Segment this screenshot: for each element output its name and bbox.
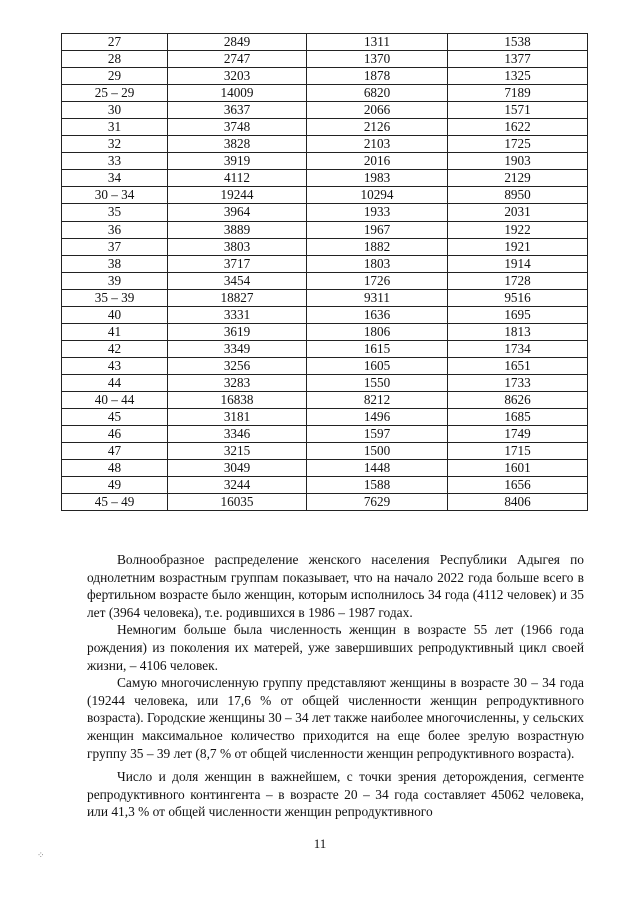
table-cell: 1325	[448, 68, 588, 85]
table-cell: 8406	[448, 494, 588, 511]
table-row	[62, 374, 588, 391]
table-cell: 1695	[448, 306, 588, 323]
table-row	[62, 426, 588, 443]
table-cell: 2066	[307, 102, 448, 119]
table-cell: 3331	[168, 306, 307, 323]
table-cell: 1878	[307, 68, 448, 85]
table-cell: 2747	[168, 51, 307, 68]
table-cell: 16035	[168, 494, 307, 511]
table-cell: 3349	[168, 340, 307, 357]
table-cell: 46	[62, 426, 168, 443]
table-cell: 1806	[307, 323, 448, 340]
table-cell: 1715	[448, 443, 588, 460]
table-cell: 1967	[307, 221, 448, 238]
table-row	[62, 34, 588, 51]
table-cell: 3717	[168, 255, 307, 272]
table-cell: 3919	[168, 153, 307, 170]
table-cell: 14009	[168, 85, 307, 102]
table-cell: 1597	[307, 426, 448, 443]
table-cell: 4112	[168, 170, 307, 187]
table-cell: 1882	[307, 238, 448, 255]
table-cell: 41	[62, 323, 168, 340]
table-cell: 9516	[448, 289, 588, 306]
table-row	[62, 306, 588, 323]
table-cell: 1448	[307, 460, 448, 477]
table-cell: 8950	[448, 187, 588, 204]
table-cell: 6820	[307, 85, 448, 102]
table-row	[62, 187, 588, 204]
table-cell: 1370	[307, 51, 448, 68]
table-cell: 1311	[307, 34, 448, 51]
table-cell: 1651	[448, 357, 588, 374]
table-cell: 25 – 29	[62, 85, 168, 102]
table-row	[62, 170, 588, 187]
table-cell: 33	[62, 153, 168, 170]
table-cell: 3748	[168, 119, 307, 136]
table-cell: 19244	[168, 187, 307, 204]
table-row	[62, 85, 588, 102]
table-cell: 1933	[307, 204, 448, 221]
table-row	[62, 136, 588, 153]
table-cell: 30	[62, 102, 168, 119]
table-cell: 42	[62, 340, 168, 357]
table-cell: 36	[62, 221, 168, 238]
table-cell: 2016	[307, 153, 448, 170]
table-cell: 16838	[168, 391, 307, 408]
table-row	[62, 289, 588, 306]
table-cell: 1803	[307, 255, 448, 272]
table-cell: 32	[62, 136, 168, 153]
table-cell: 10294	[307, 187, 448, 204]
body-text	[87, 551, 584, 821]
table-cell: 37	[62, 238, 168, 255]
table-row	[62, 443, 588, 460]
table-cell: 1538	[448, 34, 588, 51]
table-cell: 28	[62, 51, 168, 68]
table-row	[62, 391, 588, 408]
table-cell: 1726	[307, 272, 448, 289]
table-body	[62, 34, 588, 511]
table-cell: 47	[62, 443, 168, 460]
page-number: 11	[313, 836, 327, 851]
table-cell: 1571	[448, 102, 588, 119]
table-cell: 8626	[448, 391, 588, 408]
table-row	[62, 477, 588, 494]
table-row	[62, 153, 588, 170]
table-cell: 49	[62, 477, 168, 494]
table-row	[62, 102, 588, 119]
table-cell: 38	[62, 255, 168, 272]
table-cell: 1685	[448, 409, 588, 426]
table-cell: 1734	[448, 340, 588, 357]
table-cell: 3964	[168, 204, 307, 221]
table-row	[62, 357, 588, 374]
table-cell: 3454	[168, 272, 307, 289]
table-cell: 1615	[307, 340, 448, 357]
table-cell: 1500	[307, 443, 448, 460]
table-cell: 1813	[448, 323, 588, 340]
table-row	[62, 255, 588, 272]
table-cell: 1377	[448, 51, 588, 68]
table-cell: 18827	[168, 289, 307, 306]
table-cell: 3637	[168, 102, 307, 119]
table-cell: 27	[62, 34, 168, 51]
population-table	[61, 33, 588, 511]
table-cell: 3203	[168, 68, 307, 85]
table-cell: 1636	[307, 306, 448, 323]
table-cell: 9311	[307, 289, 448, 306]
table-cell: 3181	[168, 409, 307, 426]
table-cell: 3215	[168, 443, 307, 460]
table-cell: 3244	[168, 477, 307, 494]
table-cell: 3346	[168, 426, 307, 443]
table-cell: 1914	[448, 255, 588, 272]
margin-mark: ⁘	[37, 850, 45, 860]
table-cell: 1728	[448, 272, 588, 289]
table-cell: 3283	[168, 374, 307, 391]
table-cell: 2031	[448, 204, 588, 221]
table-cell: 7629	[307, 494, 448, 511]
table-cell: 43	[62, 357, 168, 374]
table-cell: 2126	[307, 119, 448, 136]
table-cell: 3619	[168, 323, 307, 340]
table-row	[62, 51, 588, 68]
table-cell: 3889	[168, 221, 307, 238]
table-cell: 2103	[307, 136, 448, 153]
table-cell: 45	[62, 409, 168, 426]
table-cell: 1588	[307, 477, 448, 494]
table-cell: 1725	[448, 136, 588, 153]
table-row	[62, 340, 588, 357]
table-cell: 3803	[168, 238, 307, 255]
table-cell: 1622	[448, 119, 588, 136]
table-cell: 1550	[307, 374, 448, 391]
table-row	[62, 119, 588, 136]
table-cell: 3256	[168, 357, 307, 374]
table-row	[62, 68, 588, 85]
table-row	[62, 409, 588, 426]
table-cell: 39	[62, 272, 168, 289]
table-row	[62, 238, 588, 255]
table-cell: 48	[62, 460, 168, 477]
table-cell: 1496	[307, 409, 448, 426]
table-cell: 1983	[307, 170, 448, 187]
paragraph: Волнообразное распределение женского населения Республики Адыгея по однолетним возрастным группам показывает, что на начало 2022 года больше всего в фертильном возрасте было женщин, которым исполнилось 34 года (4112 человек) и 35 лет (3964 человека), т.е. родившихся в 1986 – 1987 годах.	[87, 552, 584, 620]
paragraph: Число и доля женщин в важнейшем, с точки зрения деторождения, сегменте репродуктивного контингента – в возрасте 20 – 34 года составляет 45062 человека, или 41,3 % от общей численности женщин репродуктивного	[87, 769, 584, 820]
table-row	[62, 460, 588, 477]
table-cell: 40 – 44	[62, 391, 168, 408]
table-cell: 29	[62, 68, 168, 85]
table-cell: 1749	[448, 426, 588, 443]
table-cell: 8212	[307, 391, 448, 408]
table-cell: 1733	[448, 374, 588, 391]
table-cell: 3049	[168, 460, 307, 477]
table-row	[62, 494, 588, 511]
table-cell: 34	[62, 170, 168, 187]
table-cell: 1605	[307, 357, 448, 374]
table-cell: 40	[62, 306, 168, 323]
table-cell: 2849	[168, 34, 307, 51]
paragraph: Немногим больше была численность женщин в возрасте 55 лет (1966 года рождения) из поколения их матерей, уже завершивших репродуктивный цикл своей жизни, – 4106 человек.	[87, 622, 584, 673]
table-cell: 30 – 34	[62, 187, 168, 204]
table-cell: 7189	[448, 85, 588, 102]
table-row	[62, 323, 588, 340]
table-cell: 1921	[448, 238, 588, 255]
table-cell: 1656	[448, 477, 588, 494]
table-cell: 45 – 49	[62, 494, 168, 511]
table-cell: 1903	[448, 153, 588, 170]
table-cell: 35	[62, 204, 168, 221]
paragraph: Самую многочисленную группу представляют женщины в возрасте 30 – 34 года (19244 человека, или 17,6 % от общей численности женщин репродуктивного возраста). Городские женщины 30 – 34 лет также наиболее многочисленны, у сельских женщин максимальное количество приходится на еще более зрелую возрастную группу 35 – 39 лет (8,7 % от общей численности женщин репродуктивного возраста).	[87, 675, 584, 761]
table-row	[62, 272, 588, 289]
table-cell: 35 – 39	[62, 289, 168, 306]
table-cell: 44	[62, 374, 168, 391]
table-cell: 3828	[168, 136, 307, 153]
table-row	[62, 221, 588, 238]
table-cell: 31	[62, 119, 168, 136]
table-cell: 2129	[448, 170, 588, 187]
table-cell: 1922	[448, 221, 588, 238]
table-row	[62, 204, 588, 221]
table-cell: 1601	[448, 460, 588, 477]
